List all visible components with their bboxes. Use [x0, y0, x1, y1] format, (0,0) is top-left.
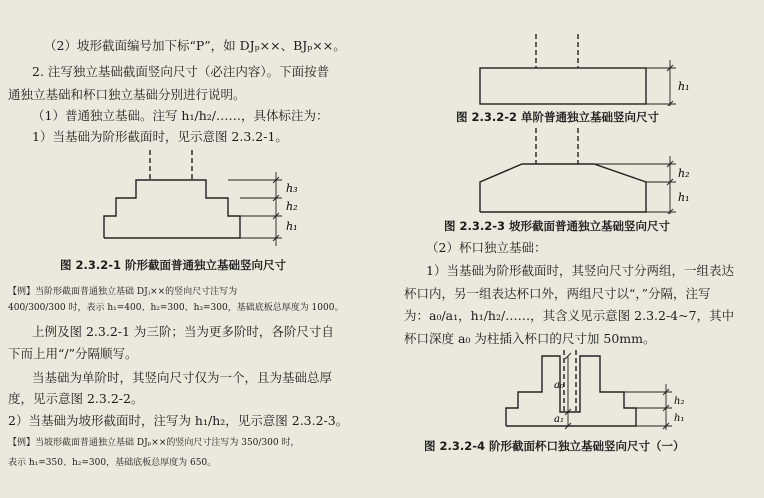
caption-fig-2-3-2-2: 图 2.3.2-2 单阶普通独立基础竖向尺寸: [456, 110, 660, 124]
paragraph-cup-line1: 1）当基础为阶形截面时，其竖向尺寸分两组，一组表达: [426, 263, 734, 278]
label-h2: h₂: [286, 200, 298, 213]
paragraph-single-step-line1: 当基础为单阶时，其竖向尺寸仅为一个，且为基础总厚: [32, 370, 333, 385]
label-h2: h₂: [678, 167, 690, 180]
step-foundation-outline: [104, 180, 240, 238]
figure-step-foundation-three-tier: [80, 150, 320, 250]
paragraph-cup-foundation: （2）杯口独立基础：: [426, 240, 547, 255]
caption-fig-2-3-2-1: 图 2.3.2-1 阶形截面普通独立基础竖向尺寸: [60, 258, 287, 272]
paragraph-slope-section: 2）当基础为坡形截面时，注写为 h₁/h₂，见示意图 2.3.2-3。: [8, 413, 349, 428]
paragraph-section-2-line1: 2. 注写独立基础截面竖向尺寸（必注内容）。下面按普: [32, 64, 330, 79]
label-a1: a₁: [554, 414, 564, 425]
label-h1: h₁: [678, 80, 690, 93]
example-2-line2: 表示 h₁=350、h₂=300，基础底板总厚度为 650。: [8, 458, 217, 468]
paragraph-step-section: 1）当基础为阶形截面时，见示意图 2.3.2-1。: [32, 129, 288, 144]
paragraph-single-step-line2: 度，见示意图 2.3.2-2。: [8, 391, 144, 406]
figure-slope-foundation: [470, 128, 700, 214]
example-2-line1: 【例】当坡形截面普通独立基础 DJₚ××的竖向尺寸注写为 350/300 时，: [8, 438, 300, 448]
caption-fig-2-3-2-3: 图 2.3.2-3 坡形截面普通独立基础竖向尺寸: [444, 219, 671, 233]
paragraph-cup-line3: 为：a₀/a₁，h₁/h₂/……，其含义见示意图 2.3.2-4~7，其中: [404, 308, 735, 323]
paragraph-more-steps-line2: 下而上用“/”分隔顺写。: [8, 346, 138, 361]
paragraph-ordinary-foundation: （1）普通独立基础。注写 h₁/h₂/……，具体标注为：: [32, 108, 329, 123]
paragraph-cup-line4: 杯口深度 a₀ 为柱插入杯口的尺寸加 50mm。: [404, 331, 656, 346]
label-h2: h₂: [674, 396, 685, 407]
figure-single-step-foundation: [470, 34, 700, 106]
paragraph-more-steps-line1: 上例及图 2.3.2-1 为三阶；当为更多阶时，各阶尺寸自: [32, 324, 334, 339]
cup-foundation-outline: [506, 356, 636, 426]
single-step-outline: [480, 68, 646, 104]
label-h1: h₁: [678, 191, 690, 204]
example-1-line2: 400/300/300 时，表示 h₁=400、h₂=300、h₃=300，基础底板总厚度为 1000。: [8, 303, 344, 313]
label-h1: h₁: [674, 413, 685, 424]
caption-fig-2-3-2-4: 图 2.3.2-4 阶形截面杯口独立基础竖向尺寸（一）: [424, 439, 685, 453]
paragraph-cup-line2: 杯口内，另一组表达杯口外，两组尺寸以“，”分隔，注写: [404, 286, 711, 301]
label-a0: a₀: [554, 380, 564, 391]
figure-cup-foundation: [496, 350, 706, 430]
paragraph-section-2-line2: 通独立基础和杯口独立基础分别进行说明。: [8, 87, 246, 102]
label-h3: h₃: [286, 182, 298, 195]
label-h1: h₁: [286, 220, 298, 233]
example-1-line1: 【例】当阶形截面普通独立基础 DJⱼ××的竖向尺寸注写为: [8, 287, 238, 297]
slope-foundation-outline: [480, 164, 646, 212]
paragraph-subscript-note: （2）坡形截面编号加下标“P”，如 DJₚ××、BJₚ××。: [44, 38, 346, 53]
